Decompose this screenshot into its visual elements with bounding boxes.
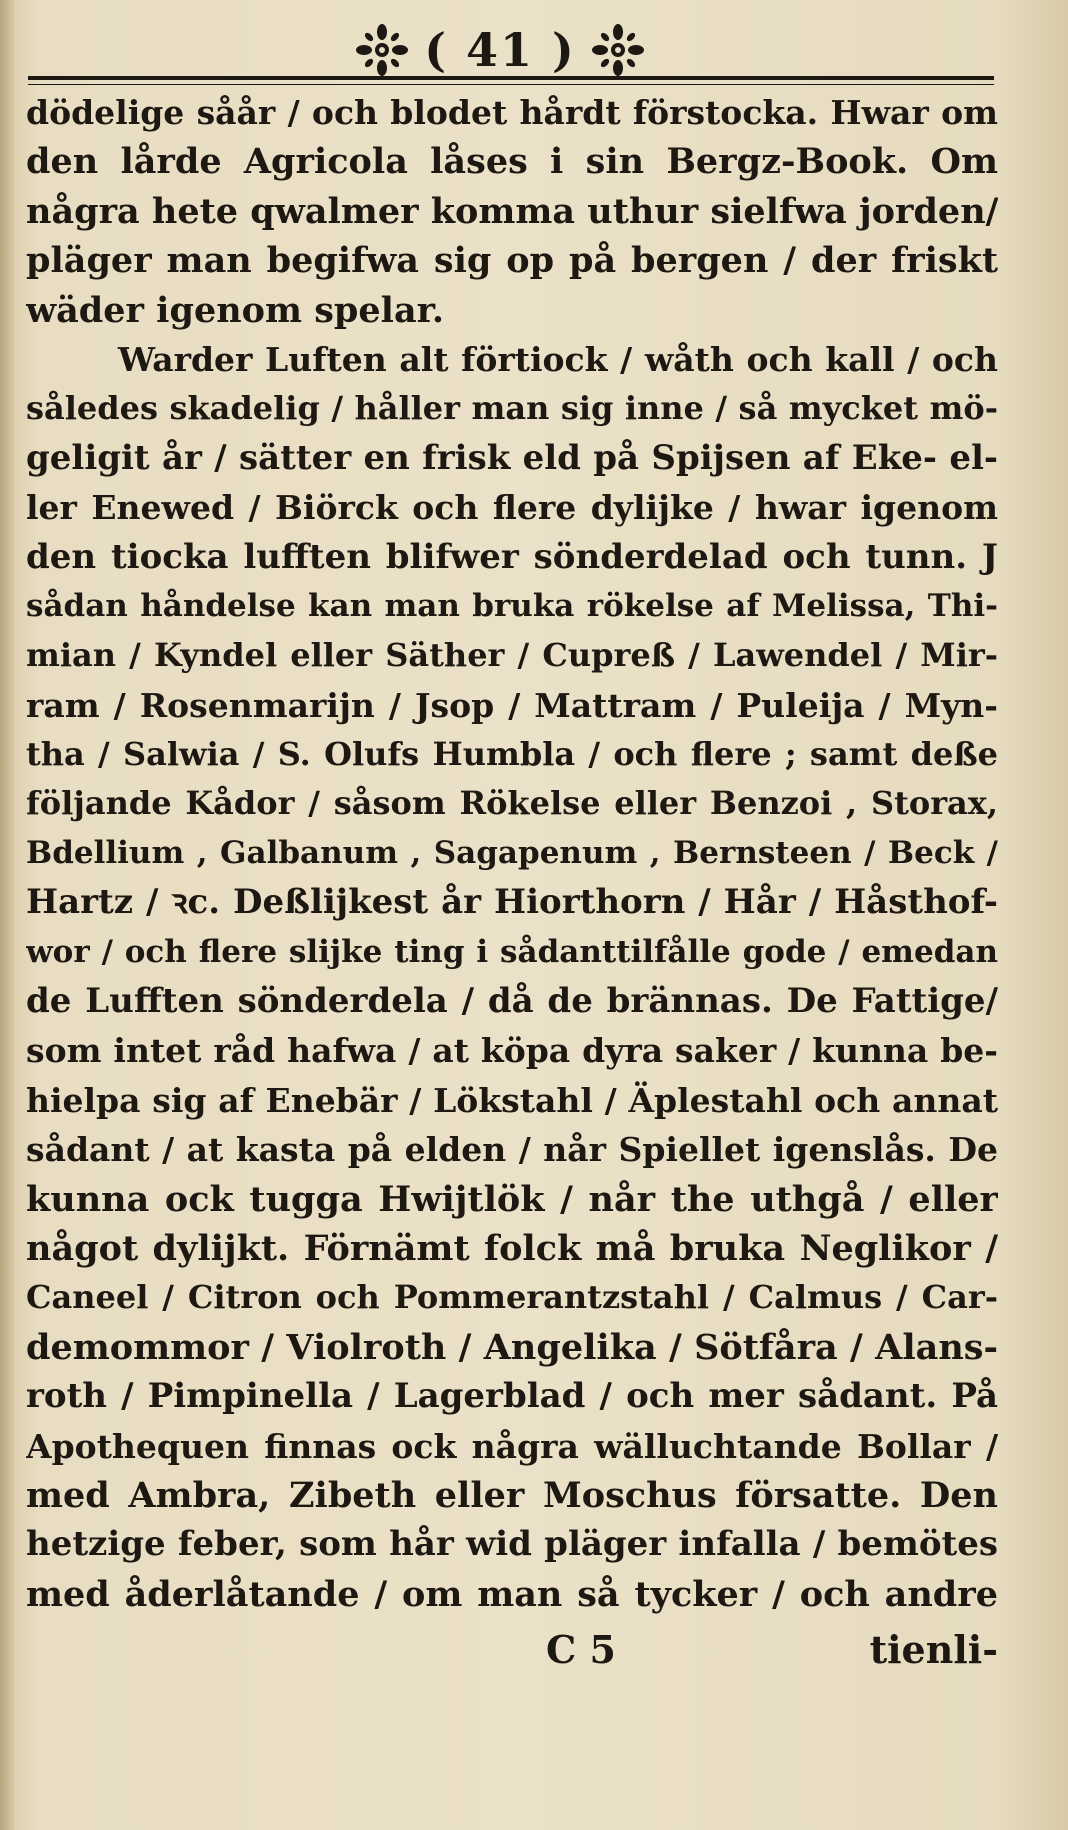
catchword: tienli- — [869, 1627, 998, 1672]
text-line: följande Kådor / såsom Rökelse eller Benzoi , Storax, — [26, 784, 998, 823]
text-line: demommor / Violroth / Angelika / Sötfåra / Alans- — [26, 1326, 998, 1368]
text-line: hielpa sig af Enebär / Lökstahl / Äplestahl och annat — [26, 1080, 998, 1120]
paragraph-start-line: Warder Luften alt förtiock / wåth och kall / och — [118, 339, 998, 379]
text-line: kunna ock tugga Hwijtlök / når the uthgå / eller — [26, 1178, 998, 1220]
text-line: mian / Kyndel eller Säther / Cupreß / Lawendel / Mir- — [26, 636, 998, 675]
right-ornament-icon — [590, 22, 646, 78]
text-line: med åderlåtande / om man så tycker / och andre — [26, 1573, 998, 1615]
page-header — [330, 18, 670, 82]
text-line: Hartz / ꝛc. Deßlijkest år Hiorthorn / Hår / Håsthof- — [26, 882, 998, 923]
header-rule — [28, 76, 994, 80]
page-number: ( 41 ) — [424, 23, 576, 77]
text-line: wor / och flere slijke ting i sådanttilfålle gode / emedan — [26, 933, 998, 970]
text-line: roth / Pimpinella / Lagerblad / och mer sådant. På — [26, 1376, 998, 1417]
text-line: med Ambra, Zibeth eller Moschus försatte. Den — [26, 1474, 998, 1516]
page-body — [26, 88, 998, 1619]
text-line: dödelige såår / och blodet hårdt förstocka. Hwar om — [26, 93, 998, 132]
text-line: ram / Rosenmarijn / Jsop / Mattram / Puleija / Myn- — [26, 685, 998, 725]
page-gutter — [0, 0, 14, 1830]
text-line: några hete qwalmer komma uthur sielfwa jorden/ — [26, 190, 998, 232]
text-line: wäder igenom spelar. — [26, 289, 445, 331]
text-line: de Lufften sönderdela / då de brännas. De Fattige/ — [26, 981, 998, 1022]
text-line: sådant / at kasta på elden / når Spiellet igenslås. De — [26, 1130, 998, 1170]
header-rule-thin — [28, 84, 994, 85]
page-footer — [26, 1622, 998, 1678]
text-line: den lårde Agricola låses i sin Bergz-Book. Om — [26, 141, 998, 183]
text-line: geligit år / sätter en frisk eld på Spijsen af Eke- el- — [26, 437, 998, 478]
signature-mark: C 5 — [546, 1627, 616, 1672]
text-line: sådan håndelse kan man bruka rökelse af Melissa, Thi- — [26, 587, 998, 624]
text-line: som intet råd hafwa / at köpa dyra saker / kunna be- — [26, 1031, 998, 1071]
text-line: pläger man begifwa sig op på bergen / der friskt — [26, 240, 998, 282]
text-line: Apothequen finnas ock några wälluchtande Bollar / — [26, 1426, 998, 1466]
text-line: något dylijkt. Förnämt folck må bruka Neglikor / — [26, 1227, 998, 1269]
text-line: hetzige feber, som hår wid pläger infalla / bemötes — [26, 1524, 998, 1565]
text-line: Bdellium , Galbanum , Sagapenum , Bernsteen / Beck / — [26, 834, 998, 871]
text-line: således skadelig / håller man sig inne / så mycket mö- — [26, 389, 998, 428]
text-line: ler Enewed / Biörck och flere dylijke / hwar igenom — [26, 488, 998, 528]
left-ornament-icon — [354, 22, 410, 78]
text-line: Caneel / Citron och Pommerantzstahl / Calmus / Car- — [26, 1278, 998, 1317]
text-line: tha / Salwia / S. Olufs Humbla / och flere ; samt deße — [26, 735, 998, 774]
text-line: den tiocka lufften blifwer sönderdelad och tunn. J — [26, 536, 998, 577]
